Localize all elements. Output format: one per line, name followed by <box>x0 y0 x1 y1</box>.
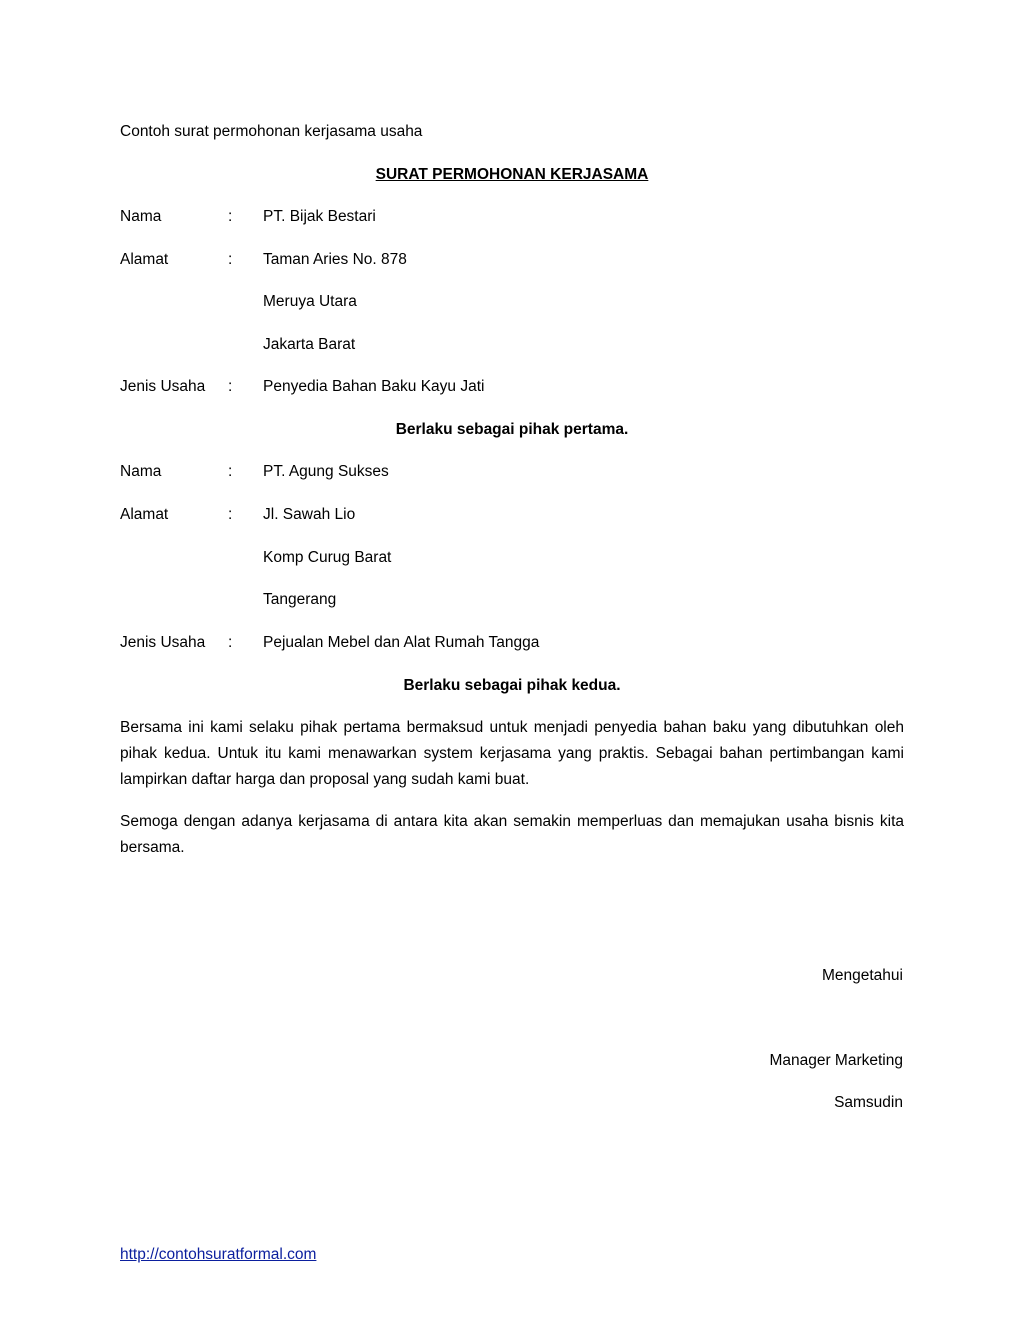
party1-alamat-line-1: Taman Aries No. 878 <box>263 251 407 268</box>
party2-jenis-label: Jenis Usaha <box>120 634 206 651</box>
party1-jenis-label: Jenis Usaha <box>120 378 206 395</box>
body-paragraph-2: Semoga dengan adanya kerjasama di antara kita akan semakin memperluas dan memajukan usaha bisnis kita bersama. <box>120 813 904 856</box>
signature-name: Samsudin <box>834 1094 903 1111</box>
party1-jenis-colon: : <box>228 378 233 395</box>
intro-text: Contoh surat permohonan kerjasama usaha <box>120 123 423 140</box>
party2-alamat-line-3: Tangerang <box>263 591 337 608</box>
party2-alamat-line-1: Jl. Sawah Lio <box>263 506 356 523</box>
party1-nama-colon: : <box>228 208 233 225</box>
footer-link[interactable]: http://contohsuratformal.com <box>120 1246 317 1263</box>
party2-jenis-colon: : <box>228 634 233 651</box>
party1-alamat-label: Alamat <box>120 251 169 268</box>
party2-alamat-label: Alamat <box>120 506 169 523</box>
party2-nama-colon: : <box>228 463 233 480</box>
signature-mengetahui: Mengetahui <box>821 967 903 984</box>
party1-alamat-line-2: Meruya Utara <box>263 293 357 310</box>
party2-jenis-value: Pejualan Mebel dan Alat Rumah Tangga <box>263 634 540 651</box>
party2-nama-value: PT. Agung Sukses <box>263 463 389 480</box>
party1-jenis-value: Penyedia Bahan Baku Kayu Jati <box>263 378 485 395</box>
party1-nama-label: Nama <box>120 208 162 225</box>
party2-role: Berlaku sebagai pihak kedua. <box>403 677 621 694</box>
party1-role: Berlaku sebagai pihak pertama. <box>395 421 629 438</box>
party2-alamat-line-2: Komp Curug Barat <box>263 549 392 566</box>
letter-title: SURAT PERMOHONAN KERJASAMA <box>375 166 649 183</box>
party2-alamat-colon: : <box>228 506 233 523</box>
party1-nama-value: PT. Bijak Bestari <box>263 208 376 225</box>
signature-position: Manager Marketing <box>769 1052 903 1069</box>
body-paragraph-1: Bersama ini kami selaku pihak pertama bermaksud untuk menjadi penyedia bahan baku yang dibutuhkan oleh pihak kedua. Untuk itu kami menawarkan system kerjasama yang praktis. Sebagai bahan pertimbangan kami lampirkan daftar harga dan proposal yang sudah kami buat. <box>120 719 904 788</box>
party1-alamat-line-3: Jakarta Barat <box>263 336 356 353</box>
party1-alamat-colon: : <box>228 251 233 268</box>
party2-nama-label: Nama <box>120 463 162 480</box>
